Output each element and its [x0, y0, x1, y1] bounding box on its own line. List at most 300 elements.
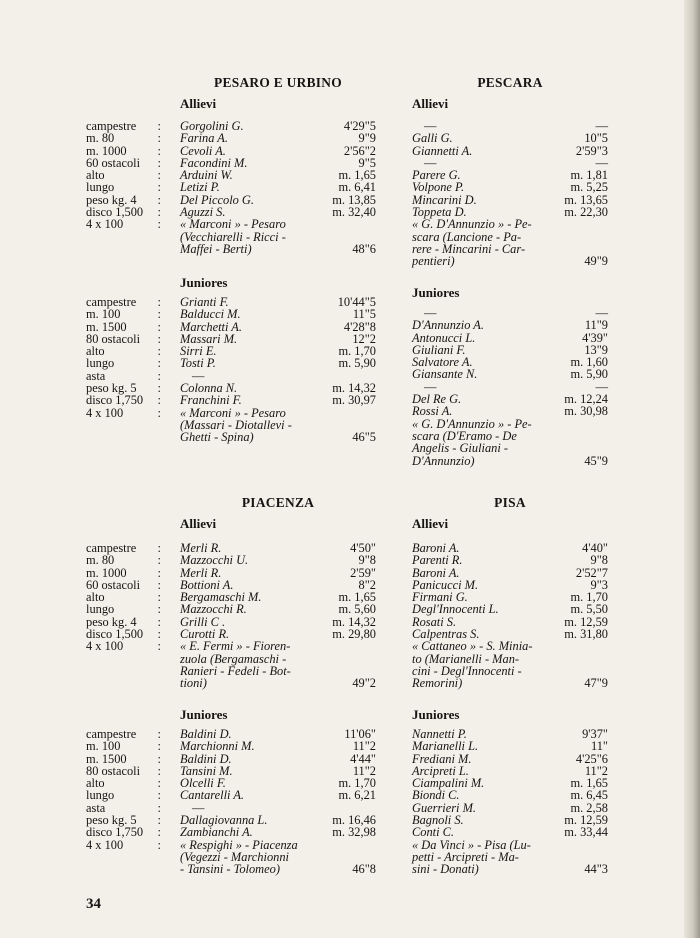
- category-label-allievi: Allievi: [180, 516, 217, 531]
- result-row: [180, 554, 376, 566]
- event-name: campestre: [86, 541, 137, 555]
- event-colon: :: [157, 788, 161, 803]
- athlete-name: Parere G.: [412, 168, 461, 183]
- performance-value: 47"9: [584, 676, 608, 691]
- result-row: [180, 826, 376, 838]
- result-row: [412, 863, 608, 875]
- performance-value: —: [595, 119, 608, 133]
- performance-value: 49"9: [584, 254, 608, 269]
- category-label-juniores: Juniores: [180, 707, 228, 722]
- province-title: PISA: [494, 495, 526, 510]
- performance-value: m. 6,41: [338, 180, 376, 195]
- athlete-name: Frediani M.: [412, 751, 472, 766]
- athlete-name: Bottioni A.: [180, 577, 234, 592]
- athlete-name: D'Annunzio): [412, 453, 475, 468]
- category-label-juniores: Juniores: [412, 707, 460, 722]
- event-colon: :: [157, 776, 161, 791]
- athlete-name: Grianti F.: [180, 295, 229, 309]
- event-colon: :: [157, 356, 161, 371]
- athlete-name: Ranieri - Fedeli - Bot-: [180, 663, 291, 678]
- event-colon: :: [157, 155, 161, 170]
- event-name: m. 1000: [86, 565, 127, 580]
- athlete-name: « Marconi » - Pesaro: [180, 405, 286, 420]
- performance-value: 44"3: [584, 862, 608, 877]
- event-colon: :: [157, 553, 161, 568]
- results-pescara-juniores: [412, 307, 608, 467]
- performance-value: m. 22,30: [564, 205, 608, 220]
- results-pesaro-allievi: [180, 120, 376, 255]
- result-row: [180, 357, 376, 369]
- athlete-name: Ciampalini M.: [412, 776, 485, 791]
- athlete-name: Ghetti - Spina): [180, 430, 254, 445]
- performance-value: 46"5: [352, 430, 376, 445]
- performance-value: m. 12,24: [564, 392, 608, 407]
- event-name: alto: [86, 168, 105, 183]
- athlete-name: Rosati S.: [412, 614, 457, 629]
- page-number: 34: [86, 896, 101, 912]
- event-colon: :: [157, 565, 161, 580]
- event-colon: :: [157, 727, 161, 741]
- event-colon: :: [157, 143, 161, 158]
- athlete-name: Farina A.: [180, 131, 228, 146]
- event-name: peso kg. 5: [86, 381, 137, 396]
- province-title: PIACENZA: [241, 495, 315, 510]
- athlete-name: Maffei - Berti): [180, 241, 252, 256]
- performance-value: m. 1,60: [570, 355, 608, 370]
- event-colon: :: [157, 739, 161, 754]
- event-colon: :: [157, 614, 161, 629]
- event-name: asta: [86, 368, 106, 383]
- performance-value: m. 5,60: [338, 602, 376, 617]
- empty-result-dash: —: [424, 119, 437, 133]
- event-name: disco 1,750: [86, 393, 144, 408]
- athlete-name: Colonna N.: [180, 381, 238, 396]
- event-colon: :: [157, 381, 161, 396]
- athlete-name: Mincarini D.: [412, 192, 477, 207]
- event-name: lungo: [86, 356, 115, 371]
- performance-value: 9'37": [582, 727, 608, 741]
- event-name: 60 ostacoli: [86, 577, 141, 592]
- event-label: [86, 839, 164, 851]
- performance-value: m. 1,65: [338, 168, 376, 183]
- performance-value: 9"9: [358, 131, 376, 146]
- result-row: [412, 640, 608, 652]
- performance-value: 4'29"5: [343, 119, 376, 133]
- empty-result-dash: —: [424, 306, 437, 320]
- athlete-name: (Massari - Diotallevi -: [180, 417, 292, 432]
- category-label-allievi: Allievi: [412, 516, 449, 531]
- performance-value: 2'56"2: [343, 143, 376, 158]
- performance-value: 10'44"5: [337, 295, 376, 309]
- performance-value: 11"2: [352, 739, 376, 754]
- athlete-name: Baldini D.: [180, 727, 232, 741]
- athlete-name: zuola (Bergamaschi -: [180, 651, 287, 666]
- athlete-name: Baroni A.: [412, 565, 460, 580]
- event-colon: :: [157, 627, 161, 642]
- result-row: [412, 255, 608, 267]
- performance-value: m. 32,98: [332, 825, 376, 840]
- event-name: campestre: [86, 295, 137, 309]
- athlete-name: Giuliani F.: [412, 342, 466, 357]
- performance-value: 45"9: [584, 453, 608, 468]
- event-name: m. 1500: [86, 751, 127, 766]
- performance-value: m. 30,98: [564, 404, 608, 419]
- athlete-name: Antonucci L.: [412, 330, 476, 345]
- performance-value: m. 14,32: [332, 381, 376, 396]
- athlete-name: (Vecchiarelli - Ricci -: [180, 229, 286, 244]
- athlete-name: Panicucci M.: [412, 577, 479, 592]
- athlete-name: Mazzocchi R.: [180, 602, 247, 617]
- result-row: [180, 740, 376, 752]
- event-name: asta: [86, 800, 106, 815]
- event-labels-juniores: [86, 728, 164, 851]
- event-colon: :: [157, 307, 161, 322]
- athlete-name: scara (Lancione - Pa-: [412, 229, 522, 244]
- event-colon: :: [157, 168, 161, 183]
- athlete-name: « G. D'Annunzio » - Pe-: [412, 217, 532, 232]
- athlete-name: Parenti R.: [412, 553, 463, 568]
- athlete-name: Angelis - Giuliani -: [412, 441, 509, 456]
- event-name: campestre: [86, 119, 137, 133]
- event-name: m. 100: [86, 307, 121, 322]
- event-name: 4 x 100: [86, 639, 124, 654]
- performance-value: 46"8: [352, 862, 376, 877]
- athlete-name: Sirri E.: [180, 344, 217, 359]
- performance-value: m. 16,46: [332, 813, 376, 828]
- athlete-name: Galli G.: [412, 131, 453, 146]
- performance-value: m. 1,65: [338, 590, 376, 605]
- event-colon: :: [157, 751, 161, 766]
- performance-value: 4'50": [350, 541, 376, 555]
- performance-value: —: [595, 379, 608, 394]
- athlete-name: Cevoli A.: [180, 143, 226, 158]
- athlete-name: tioni): [180, 676, 207, 691]
- results-piacenza-allievi: [180, 542, 376, 690]
- event-colon: :: [157, 763, 161, 778]
- event-name: disco 1,500: [86, 627, 144, 642]
- result-row: [180, 218, 376, 230]
- athlete-name: D'Annunzio A.: [412, 318, 484, 333]
- event-colon: :: [157, 590, 161, 605]
- event-colon: :: [157, 295, 161, 309]
- performance-value: 11"9: [584, 318, 608, 333]
- empty-result-dash: —: [424, 155, 437, 170]
- result-row: [412, 740, 608, 752]
- athlete-name: Tosti P.: [180, 356, 216, 371]
- athlete-name: Baroni A.: [412, 541, 460, 555]
- athlete-name: Degl'Innocenti L.: [412, 602, 499, 617]
- result-row: [412, 603, 608, 615]
- results-pescara-allievi: [412, 120, 608, 268]
- athlete-name: to (Marianelli - Man-: [412, 651, 520, 666]
- performance-value: m. 33,44: [564, 825, 608, 840]
- event-labels-allievi: [86, 542, 164, 653]
- event-label: [86, 640, 164, 652]
- performance-value: m. 2,58: [570, 800, 608, 815]
- event-colon: :: [157, 639, 161, 654]
- athlete-name: « Respighi » - Piacenza: [180, 837, 298, 852]
- athlete-name: « G. D'Annunzio » - Pe-: [412, 416, 532, 431]
- athlete-name: Biondi C.: [412, 788, 460, 803]
- athlete-name: « Marconi » - Pesaro: [180, 217, 286, 232]
- athlete-name: Olcelli F.: [180, 776, 226, 791]
- performance-value: 9"8: [590, 553, 608, 568]
- event-name: 60 ostacoli: [86, 155, 141, 170]
- event-colon: :: [157, 119, 161, 133]
- athlete-name: Del Piccolo G.: [180, 192, 254, 207]
- athlete-name: Giansante N.: [412, 367, 478, 382]
- performance-value: 4'28"8: [343, 319, 376, 334]
- event-colon: :: [157, 541, 161, 555]
- athlete-name: Arduini W.: [180, 168, 233, 183]
- athlete-name: Toppeta D.: [412, 205, 467, 220]
- performance-value: 9"8: [358, 553, 376, 568]
- athlete-name: « Cattaneo » - S. Minia-: [412, 639, 533, 654]
- event-colon: :: [157, 331, 161, 346]
- event-colon: :: [157, 192, 161, 207]
- section-pisa: [412, 495, 608, 511]
- athlete-name: Aguzzi S.: [180, 205, 226, 220]
- performance-value: 2'59": [350, 565, 376, 580]
- section-piacenza: [180, 495, 376, 511]
- performance-value: 11": [591, 739, 608, 754]
- event-name: peso kg. 5: [86, 813, 137, 828]
- athlete-name: Del Re G.: [412, 392, 462, 407]
- performance-value: 4'25"6: [575, 751, 608, 766]
- performance-value: m. 12,59: [564, 614, 608, 629]
- athlete-name: Balducci M.: [180, 307, 241, 322]
- empty-result-dash: —: [192, 368, 205, 383]
- result-row: [412, 319, 608, 331]
- athlete-name: Gorgolini G.: [180, 119, 244, 133]
- result-row: [180, 603, 376, 615]
- event-name: m. 80: [86, 553, 115, 568]
- athlete-name: Merli R.: [180, 565, 222, 580]
- athlete-name: Franchini F.: [180, 393, 242, 408]
- result-row: [180, 394, 376, 406]
- performance-value: 11"2: [584, 763, 608, 778]
- performance-value: m. 6,21: [338, 788, 376, 803]
- result-row: [412, 405, 608, 417]
- event-name: alto: [86, 344, 105, 359]
- athlete-name: Conti C.: [412, 825, 454, 840]
- event-name: alto: [86, 590, 105, 605]
- athlete-name: Dallagiovanna L.: [180, 813, 268, 828]
- event-name: campestre: [86, 727, 137, 741]
- athlete-name: Cantarelli A.: [180, 788, 245, 803]
- performance-value: 11"5: [352, 307, 376, 322]
- event-colon: :: [157, 393, 161, 408]
- athlete-name: Facondini M.: [180, 155, 248, 170]
- athlete-name: Nannetti P.: [412, 727, 467, 741]
- results-piacenza-juniores: [180, 728, 376, 876]
- athlete-name: Baldini D.: [180, 751, 232, 766]
- athlete-name: Firmani G.: [412, 590, 468, 605]
- performance-value: 12"2: [352, 331, 376, 346]
- event-name: peso kg. 4: [86, 192, 137, 207]
- performance-value: 11'06": [344, 727, 376, 741]
- performance-value: m. 14,32: [332, 614, 376, 629]
- event-colon: :: [157, 180, 161, 195]
- result-row: [412, 218, 608, 230]
- performance-value: —: [595, 306, 608, 320]
- province-title: PESARO E URBINO: [213, 75, 342, 90]
- event-name: peso kg. 4: [86, 614, 137, 629]
- performance-value: m. 13,85: [332, 192, 376, 207]
- athlete-name: Curotti R.: [180, 627, 230, 642]
- event-name: 80 ostacoli: [86, 763, 141, 778]
- athlete-name: cini - Degl'Innocenti -: [412, 663, 522, 678]
- athlete-name: Letizi P.: [180, 180, 220, 195]
- book-spine-shadow: [684, 0, 700, 938]
- performance-value: 48"6: [352, 241, 376, 256]
- results-pesaro-juniores: [180, 296, 376, 444]
- performance-value: 9"5: [358, 155, 376, 170]
- athlete-name: Marchionni M.: [180, 739, 255, 754]
- event-labels-allievi: [86, 120, 164, 231]
- athlete-name: rere - Mincarini - Car-: [412, 241, 526, 256]
- performance-value: m. 5,90: [570, 367, 608, 382]
- event-colon: :: [157, 602, 161, 617]
- results-pisa-allievi: [412, 542, 608, 690]
- athlete-name: Guerrieri M.: [412, 800, 477, 815]
- performance-value: m. 1,81: [570, 168, 608, 183]
- event-colon: :: [157, 837, 161, 852]
- event-colon: :: [157, 344, 161, 359]
- athlete-name: Massari M.: [180, 331, 238, 346]
- result-row: [180, 132, 376, 144]
- athlete-name: Rossi A.: [412, 404, 453, 419]
- event-name: disco 1,750: [86, 825, 144, 840]
- performance-value: 2'59"3: [575, 143, 608, 158]
- athlete-name: « Da Vinci » - Pisa (Lu-: [412, 837, 531, 852]
- athlete-name: Bagnoli S.: [412, 813, 464, 828]
- performance-value: m. 5,25: [570, 180, 608, 195]
- performance-value: 13"9: [584, 342, 608, 357]
- athlete-name: petti - Arcipreti - Ma-: [412, 849, 519, 864]
- event-colon: :: [157, 368, 161, 383]
- athlete-name: sini - Donati): [412, 862, 479, 877]
- result-row: [412, 145, 608, 157]
- athlete-name: Zambianchi A.: [180, 825, 253, 840]
- event-colon: :: [157, 205, 161, 220]
- section-pescara: [412, 75, 608, 91]
- athlete-name: Giannetti A.: [412, 143, 473, 158]
- result-row: [180, 665, 376, 677]
- category-label-allievi: Allievi: [412, 96, 449, 111]
- athlete-name: Mazzocchi U.: [180, 553, 249, 568]
- section-pesaro-e-urbino: [180, 75, 376, 91]
- performance-value: m. 30,97: [332, 393, 376, 408]
- event-colon: :: [157, 131, 161, 146]
- event-name: m. 100: [86, 739, 121, 754]
- category-label-allievi: Allievi: [180, 96, 217, 111]
- performance-value: m. 31,80: [564, 627, 608, 642]
- athlete-name: (Vegezzi - Marchionni: [180, 849, 289, 864]
- result-row: [412, 455, 608, 467]
- athlete-name: Grilli C .: [180, 614, 226, 629]
- performance-value: m. 29,80: [332, 627, 376, 642]
- event-labels-juniores: [86, 296, 164, 419]
- performance-value: m. 5,90: [338, 356, 376, 371]
- province-title: PESCARA: [477, 75, 543, 90]
- athlete-name: Salvatore A.: [412, 355, 473, 370]
- performance-value: 4'39": [582, 330, 608, 345]
- athlete-name: - Tansini - Tolomeo): [180, 862, 280, 877]
- result-row: [412, 368, 608, 380]
- athlete-name: Marianelli L.: [412, 739, 479, 754]
- performance-value: m. 32,40: [332, 205, 376, 220]
- result-row: [180, 181, 376, 193]
- performance-value: 2'52"7: [575, 565, 608, 580]
- result-row: [180, 243, 376, 255]
- performance-value: 4'44": [350, 751, 376, 766]
- result-row: [412, 789, 608, 801]
- result-row: [180, 431, 376, 443]
- result-row: [412, 826, 608, 838]
- event-name: alto: [86, 776, 105, 791]
- performance-value: —: [595, 155, 608, 170]
- event-name: lungo: [86, 788, 115, 803]
- result-row: [180, 308, 376, 320]
- event-name: m. 1500: [86, 319, 127, 334]
- event-name: disco 1,500: [86, 205, 144, 220]
- results-pisa-juniores: [412, 728, 608, 876]
- performance-value: m. 1,70: [570, 590, 608, 605]
- result-row: [412, 677, 608, 689]
- performance-value: m. 13,65: [564, 192, 608, 207]
- performance-value: 4'40": [582, 541, 608, 555]
- event-colon: :: [157, 217, 161, 232]
- event-colon: :: [157, 800, 161, 815]
- performance-value: m. 1,65: [570, 776, 608, 791]
- event-name: lungo: [86, 602, 115, 617]
- result-row: [412, 132, 608, 144]
- event-name: 4 x 100: [86, 405, 124, 420]
- athlete-name: Calpentras S.: [412, 627, 480, 642]
- athlete-name: Bergamaschi M.: [180, 590, 262, 605]
- performance-value: 10"5: [584, 131, 608, 146]
- performance-value: m. 6,45: [570, 788, 608, 803]
- empty-result-dash: —: [424, 379, 437, 394]
- athlete-name: Remorini): [412, 676, 463, 691]
- athlete-name: Marchetti A.: [180, 319, 242, 334]
- result-row: [180, 640, 376, 652]
- performance-value: 8"2: [358, 577, 376, 592]
- event-colon: :: [157, 577, 161, 592]
- athlete-name: Tansini M.: [180, 763, 233, 778]
- result-row: [412, 442, 608, 454]
- event-colon: :: [157, 825, 161, 840]
- performance-value: m. 1,70: [338, 344, 376, 359]
- event-colon: :: [157, 405, 161, 420]
- event-name: 4 x 100: [86, 837, 124, 852]
- result-row: [412, 554, 608, 566]
- performance-value: 11"2: [352, 763, 376, 778]
- performance-value: m. 1,70: [338, 776, 376, 791]
- event-label: [86, 407, 164, 419]
- result-row: [180, 789, 376, 801]
- performance-value: m. 12,59: [564, 813, 608, 828]
- performance-value: 9"3: [590, 577, 608, 592]
- athlete-name: pentieri): [412, 254, 455, 269]
- event-colon: :: [157, 813, 161, 828]
- athlete-name: « E. Fermi » - Fioren-: [180, 639, 291, 654]
- event-name: m. 1000: [86, 143, 127, 158]
- event-name: lungo: [86, 180, 115, 195]
- athlete-name: scara (D'Eramo - De: [412, 428, 517, 443]
- performance-value: m. 5,50: [570, 602, 608, 617]
